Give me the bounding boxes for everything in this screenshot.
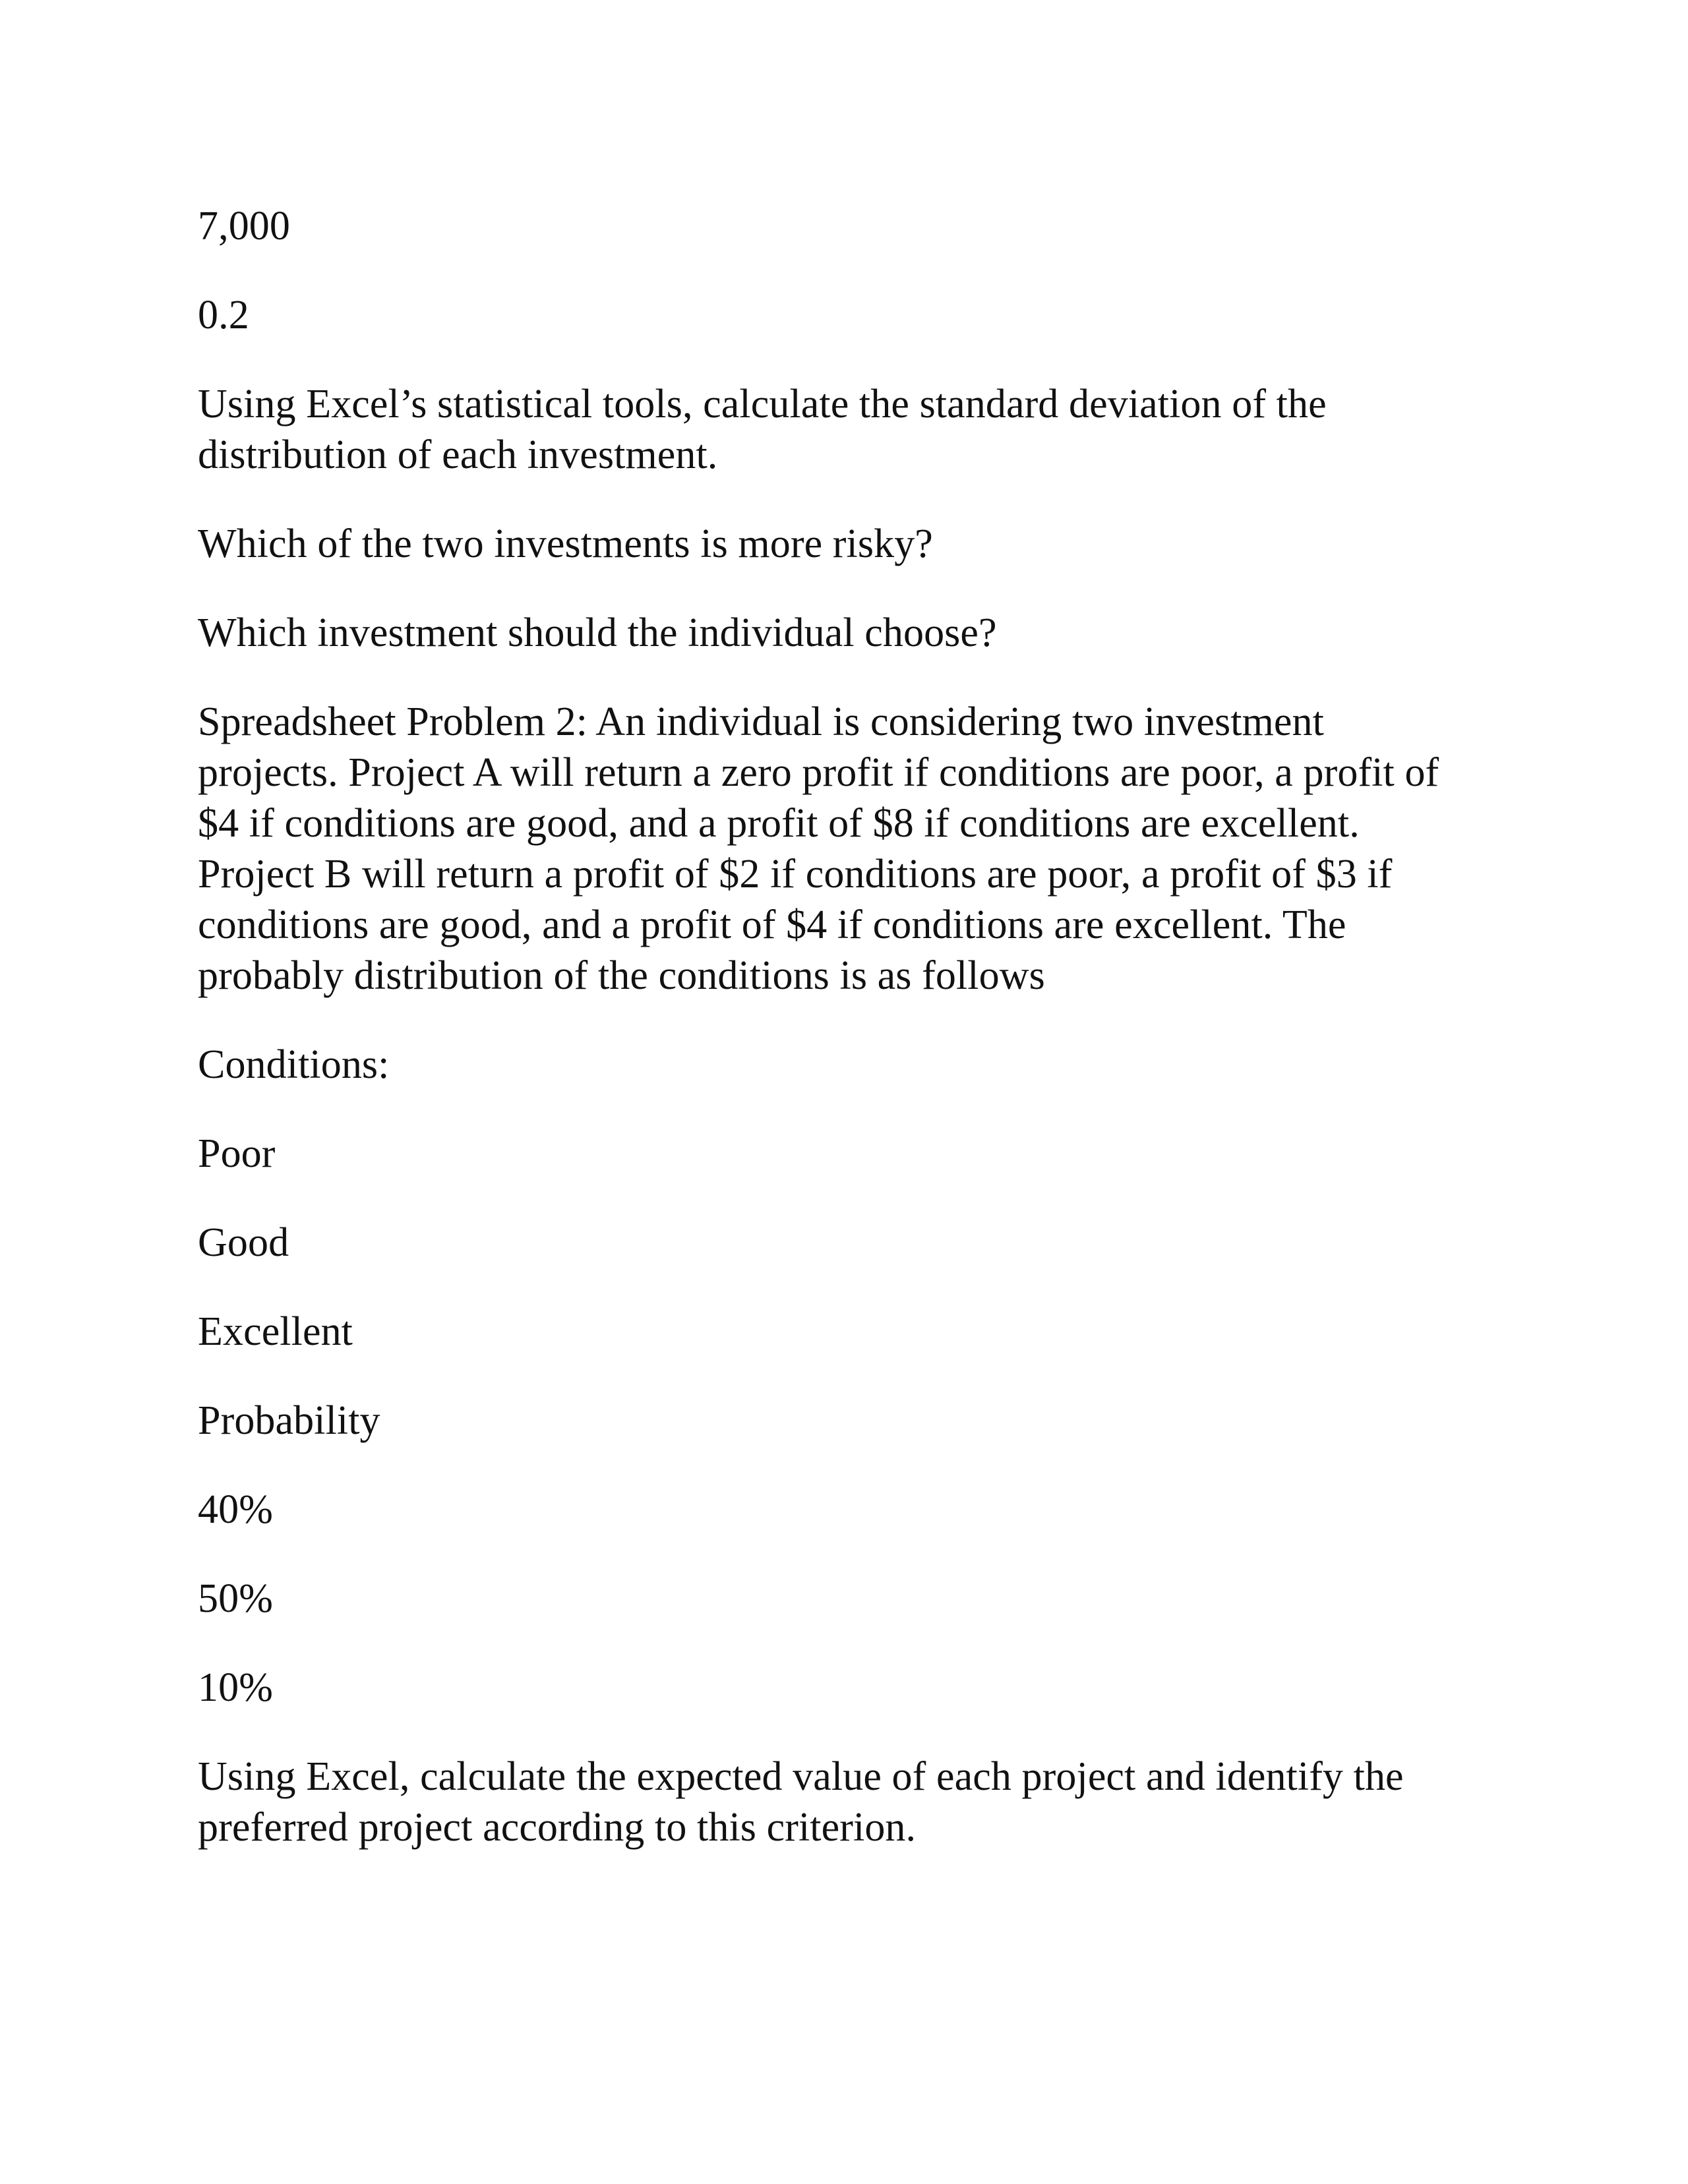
value-7000: 7,000 bbox=[198, 204, 290, 249]
document-body bbox=[198, 201, 1451, 1891]
value-0-2: 0.2 bbox=[198, 293, 249, 338]
instruction-expected-value: Using Excel, calculate the expected value of each project and identify the preferred project according to this criterion. bbox=[198, 1754, 1404, 1850]
question-which-investment: Which investment should the individual choose? bbox=[198, 610, 997, 655]
conditions-heading: Conditions: bbox=[198, 1042, 390, 1087]
spreadsheet-problem-2: Spreadsheet Problem 2: An individual is considering two investment projects. Project A will return a zero profit if conditions are poor, a profit of $4 if conditions are good, and a profit of $8 if conditions are excellent. Project B will return a profit of $2 if conditions are poor, a profit of $3 if conditions are good, and a profit of $4 if conditions are excellent. The probably distribution of the conditions is as follows bbox=[198, 699, 1439, 998]
probability-poor: 40% bbox=[198, 1487, 273, 1532]
condition-poor: Poor bbox=[198, 1131, 276, 1176]
question-more-risky: Which of the two investments is more risky? bbox=[198, 521, 933, 566]
probability-good: 50% bbox=[198, 1576, 273, 1621]
probability-heading: Probability bbox=[198, 1398, 380, 1443]
condition-good: Good bbox=[198, 1220, 289, 1265]
condition-excellent: Excellent bbox=[198, 1309, 353, 1354]
probability-excellent: 10% bbox=[198, 1665, 273, 1710]
instruction-standard-deviation: Using Excel’s statistical tools, calculate the standard deviation of the distribution of each investment. bbox=[198, 382, 1327, 477]
